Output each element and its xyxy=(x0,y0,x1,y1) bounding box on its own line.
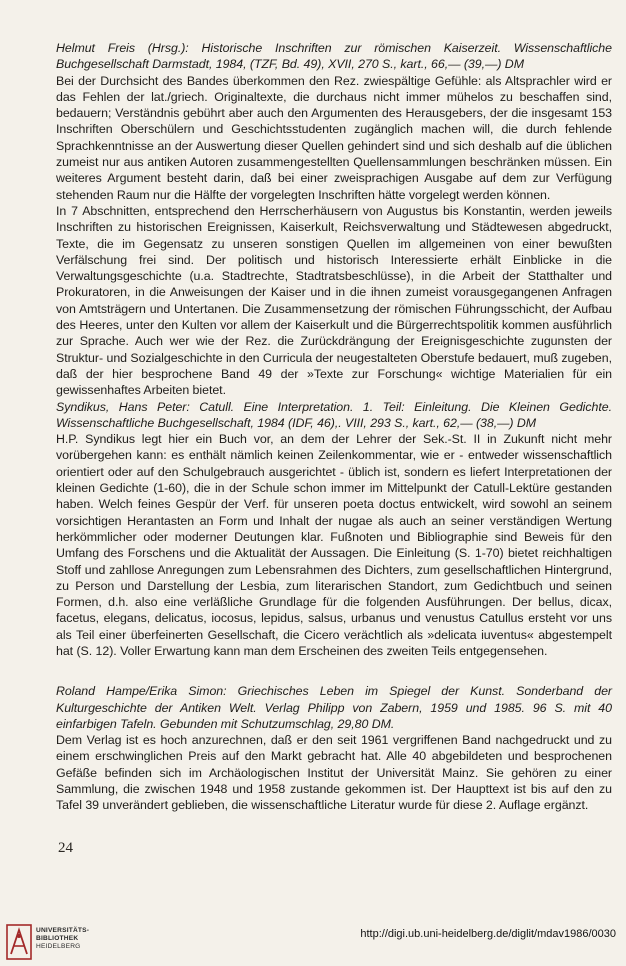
document-body xyxy=(56,40,612,814)
review-freis xyxy=(56,40,612,399)
citation: Syndikus, Hans Peter: Catull. Eine Interpretation. 1. Teil: Einleitung. Die Kleinen Gedichte. Wissenschaftliche Buchgesellschaft, 1984 (IDF, 46),. VIII, 293 S., kart., 62,— (38,—) DM xyxy=(56,399,612,430)
paragraph: H.P. Syndikus legt hier ein Buch vor, an dem der Lehrer der Sek.-St. II in Zukunft nicht mehr vorübergehen kann: es enthält nämlich keinen Zeilenkommentar, wie er - entweder wissenschaftlich orientiert oder auf den Schulgebrauch ausgerichtet - üblich ist, sondern es liefert Interpretationen der kleinen Gedichte (1-60), die in der Schule schon immer im Mittelpunkt der Catull-Lektüre gestanden haben. Welch feines Gespür der Verf. für unseren poeta doctus entwickelt, wird sowohl an seinem vorsichtigen Herantasten an Form und Inhalt der nugae als auch an seiner verständigen Wertung herkömmlicher oder moderner Deutungen klar. Fußnoten und Bibliographie sind Beweis für den Umfang des Forschens und die Aktualität der Aussagen. Die Einleitung (S. 1-70) bietet reichhaltigen Stoff und zahllose Anregungen zum Lebensrahmen des Dichters, zum gesellschaftlichen Hintergrund, zu Person und Darstellung der Lesbia, zum literarischen Standort, zum Gedichtbuch und seinen Formen, d.h. also eine verläßliche Grundlage für die folgenden Ausführungen. Der bellus, dicax, facetus, elegans, delicatus, iocosus, lepidus, salsus, urbanus und venustus Catullus ersteht vor uns als Teil einer überfeinerten Gesellschaft, die Cicero verächtlich als »delicata iuventus« abgestempelt hat (S. 12). Voller Erwartung kann man dem Erscheinen des zweiten Teils entgegensehen. xyxy=(56,432,612,658)
library-emblem-icon xyxy=(6,924,32,960)
review-syndikus xyxy=(56,399,612,660)
source-url[interactable]: http://digi.ub.uni-heidelberg.de/diglit/mdav1986/0030 xyxy=(360,928,616,940)
spacer xyxy=(56,659,612,683)
citation: Helmut Freis (Hrsg.): Historische Inschriften zur römischen Kaiserzeit. Wissenschaftliche Buchgesellschaft Darmstadt, 1984, (TZF, Bd. 49), XVII, 270 S., kart., 66,— (39,—) DM xyxy=(56,41,612,72)
review-hampe-simon xyxy=(56,683,612,813)
paragraph: Bei der Durchsicht des Bandes überkommen den Rez. zwiespältige Gefühle: als Altsprachler wird er das Fehlen der lat./griech. Originaltexte, die durchaus nicht immer mühelos zu beschaffen sind, bedauern; Verständnis gebührt aber auch den Argumenten des Herausgebers, der die insgesamt 153 Inschriften Oberschülern und Geschichtsstudenten zugänglich machen will, die durch fehlende Sprachkenntnisse an der Auswertung dieser Quellen gehindert sind und sich deshalb auf die üblichen zumeist nur aus antiken Autoren zusammengestellten Quellensammlungen beschränken müssen. Ein weiteres Argument besteht darin, daß bei einer zweisprachigen Ausgabe auf dem zur Verfügung stehenden Raum nur die Hälfte der vorgelegten Inschriften hätte vorgelegt werden können. xyxy=(56,73,612,202)
library-logo[interactable] xyxy=(6,924,114,964)
library-name: UNIVERSITÄTS- BIBLIOTHEK HEIDELBERG xyxy=(36,927,90,951)
paragraph: Dem Verlag ist es hoch anzurechnen, daß er den seit 1961 vergriffenen Band nachgedruckt und zu einem erschwinglichen Preis auf den Markt gebracht hat. Alle 40 abgebildeten und besprochenen Gefäße befinden sich im Archäologischen Institut der Universität Mainz. Sie gehören zu einer Sammlung, die zwischen 1948 und 1958 zustande gekommen ist. Der Haupttext ist bis auf den zu Tafel 39 unverändert geblieben, die wissenschaftliche Literatur wurde für diese 2. Auflage ergänzt. xyxy=(56,733,612,813)
page-number: 24 xyxy=(58,840,73,856)
citation: Roland Hampe/Erika Simon: Griechisches Leben im Spiegel der Kunst. Sonderband der Kulturgeschichte der Antiken Welt. Verlag Philipp von Zabern, 1959 und 1985. 96 S. mit 40 einfarbigen Tafeln. Gebunden mit Schutzumschlag, 29,80 DM. xyxy=(56,684,612,731)
footer xyxy=(0,918,626,966)
paragraph: In 7 Abschnitten, entsprechend den Herrscherhäusern von Augustus bis Konstantin, werden jeweils Inschriften zu historischen Ereignissen, Kaiserkult, Reichsverwaltung und Städtewesen abgedruckt, Texte, die im Gegensatz zu unseren sonstigen Quellen im allgemeinen von einer bewußten Verfälschung frei sind. Der politisch und historisch Interessierte erhält Einblicke in die Verwaltungsgeschichte (u.a. Stadtrechte, Stadtratsbeschlüsse), in die Arbeit der Statthalter und Prokuratoren, in die Anweisungen der Kaiser und in die ihnen zumeist vorausgegangenen Anfragen von Amtsträgern und Untertanen. Die Zusammensetzung der römischen Führungsschicht, der Aufbau des Heeres, unter den Kulten vor allem der Kaiserkult und die Bürgerrechtspolitik kommen ausführlich zur Sprache. Auch wer wie der Rez. die Zurückdrängung der Ereignisgeschichte zugunsten der Struktur- und Sozialgeschichte in den Curricula der neugestalteten Oberstufe bedauert, muß zugeben, daß der hier besprochene Band 49 der »Texte zur Forschung« wichtige Materialien für ein gewissenhaftes Arbeiten bietet. xyxy=(56,203,612,398)
